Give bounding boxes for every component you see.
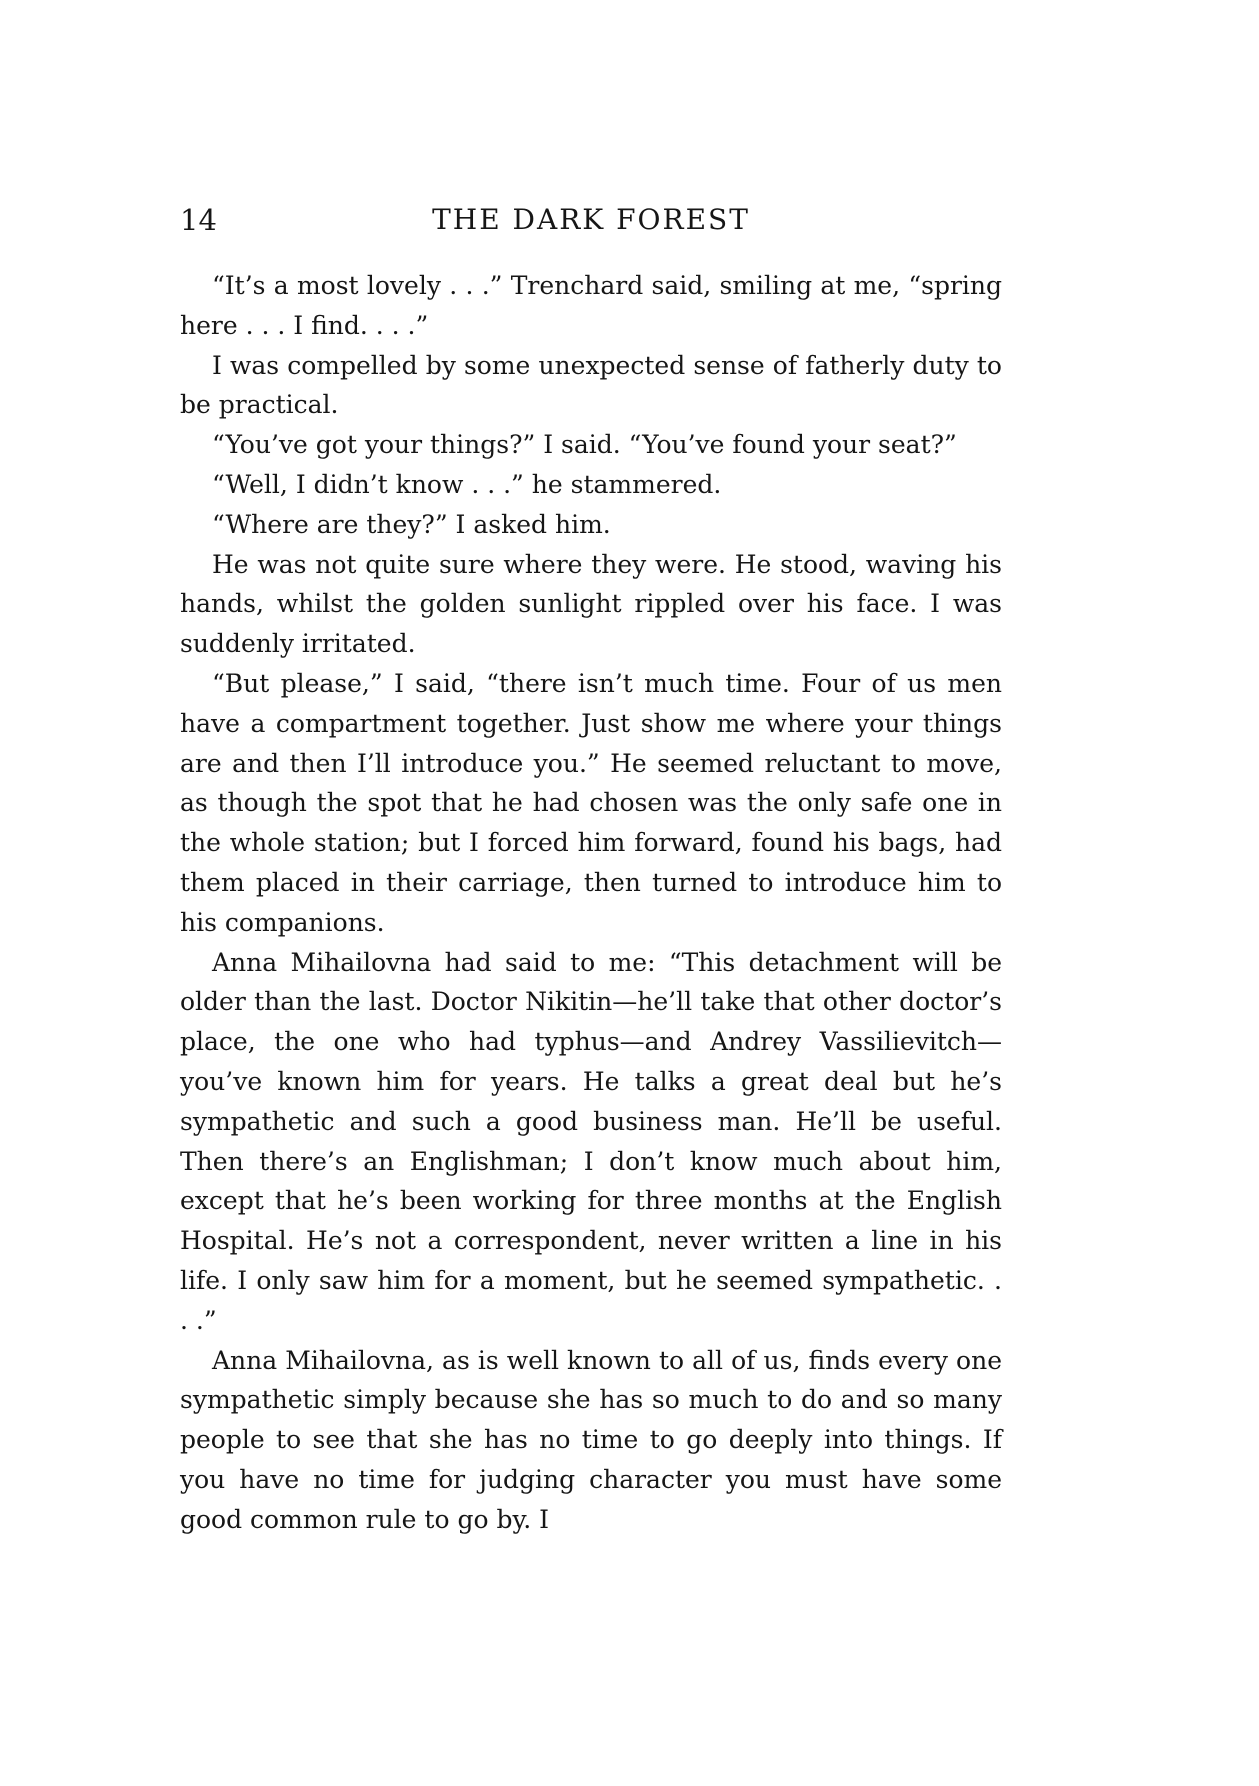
running-title: THE DARK FOREST	[432, 203, 750, 236]
page-number: 14	[180, 203, 217, 237]
paragraph: “But please,” I said, “there isn’t much time. Four of us men have a compartment together. Just show me where your things are and then I’ll introduce you.” He seemed reluctant to move, as though the spot that he had chosen was the only safe one in the whole station; but I forced him forward, found his bags, had them placed in their carriage, then turned to introduce him to his companions.	[180, 668, 1002, 937]
paragraph: “You’ve got your things?” I said. “You’ve found your seat?”	[212, 430, 957, 460]
paragraph: Anna Mihailovna had said to me: “This detachment will be older than the last. Doctor Nikitin—he’ll take that other doctor’s place, the one who had typhus—and Andrey Vassilievitch—you’ve known him for years. He talks a great deal but he’s sympathetic and such a good business man. He’ll be useful. Then there’s an Englishman; I don’t know much about him, except that he’s been working for three months at the English Hospital. He’s not a correspondent, never written a line in his life. I only saw him for a moment, but he seemed sympathetic. . . .”	[180, 947, 1002, 1335]
paragraph: He was not quite sure where they were. He stood, waving his hands, whilst the golden sunlight rippled over his face. I was suddenly irritated.	[180, 549, 1002, 659]
paragraph: “It’s a most lovely . . .” Trenchard said, smiling at me, “spring here . . . I find. . . .”	[180, 271, 1002, 340]
paragraph: Anna Mihailovna, as is well known to all of us, finds every one sympathetic simply because she has so much to do and so many people to see that she has no time to go deeply into things. If you have no time for judging character you must have some good common rule to go by. I	[180, 1345, 1002, 1534]
body-text	[180, 266, 1002, 1540]
paragraph: I was compelled by some unexpected sense of fatherly duty to be practical.	[180, 350, 1002, 420]
paragraph: “Where are they?” I asked him.	[212, 509, 611, 539]
paragraph: “Well, I didn’t know . . .” he stammered.	[212, 469, 722, 499]
page-header	[180, 200, 1002, 240]
